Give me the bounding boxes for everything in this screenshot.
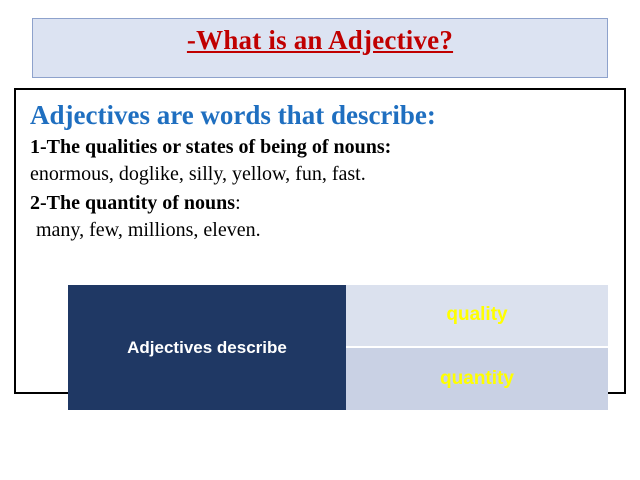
slide-title: -What is an Adjective? bbox=[186, 25, 454, 55]
point-1-label: 1-The qualities or states of being of nouns: bbox=[30, 136, 392, 159]
diagram-cell-quality: quality bbox=[346, 285, 608, 348]
point-2 bbox=[30, 191, 610, 216]
title-banner bbox=[32, 18, 608, 78]
point-2-label: 2-The quantity of nouns bbox=[30, 192, 236, 215]
point-2-examples: many, few, millions, eleven. bbox=[36, 219, 261, 242]
point-2-label-suffix: : bbox=[235, 192, 241, 215]
diagram-right-column bbox=[346, 285, 608, 410]
diagram-cell-quantity: quantity bbox=[346, 348, 608, 411]
point-1 bbox=[30, 135, 610, 160]
content-heading: Adjectives are words that describe: bbox=[30, 100, 436, 130]
point-1-examples: enormous, doglike, silly, yellow, fun, fast. bbox=[30, 163, 366, 186]
diagram-left-label: Adjectives describe bbox=[68, 285, 346, 410]
adjective-diagram bbox=[68, 285, 608, 410]
